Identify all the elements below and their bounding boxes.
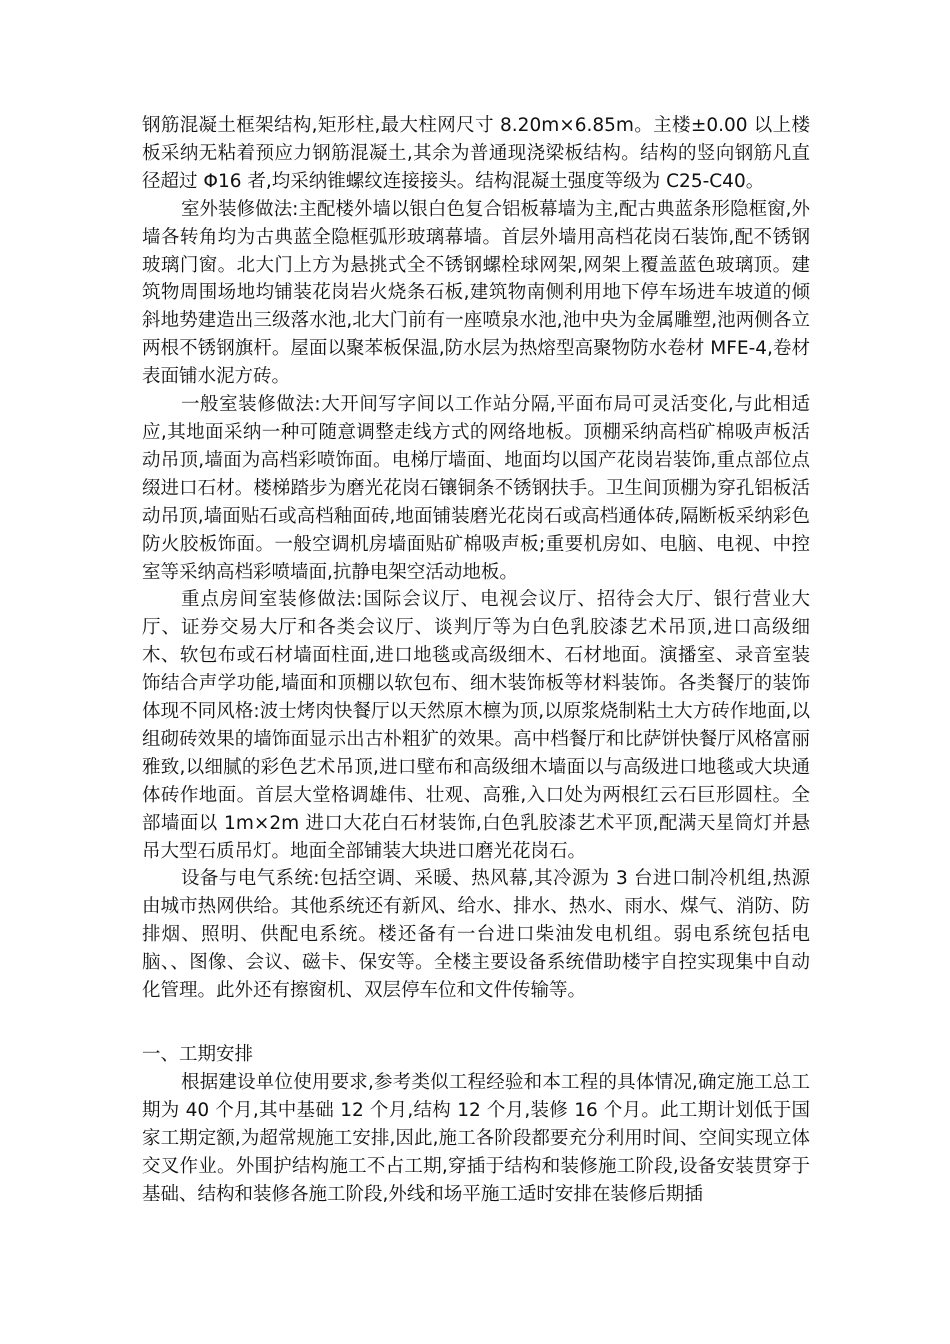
paragraph-equipment-electrical: 设备与电气系统:包括空调、采暖、热风幕,其冷源为 3 台进口制冷机组,热源由城市热网供给。其他系统还有新风、给水、排水、热水、雨水、煤气、消防、防排烟、照明、供配电系统。楼还备有一台进口柴油发电机组。弱电系统包括电脑、、图像、会议、磁卡、保安等。全楼主要设备系统借助楼宇自控实现集中自动化管理。此外还有擦窗机、双层停车位和文件传输等。 — [142, 868, 810, 1002]
document-body — [142, 112, 810, 1208]
paragraph-schedule: 根据建设单位使用要求,参考类似工程经验和本工程的具体情况,确定施工总工期为 40 个月,其中基础 12 个月,结构 12 个月,装修 16 个月。此工期计划低于国家工期定额,为超常规施工安排,因此,施工各阶段都要充分利用时间、空间实现立体交叉作业。外围护结构施工不占工期,穿插于结构和装修施工阶段,设备安装贯穿于基础、结构和装修各施工阶段,外线和场平施工适时安排在装修后期插 — [142, 1071, 810, 1205]
paragraph-key-rooms: 重点房间室装修做法:国际会议厅、电视会议厅、招待会大厅、银行营业大厅、证券交易大厅和各类会议厅、谈判厅等为白色乳胶漆艺术吊顶,进口高级细木、软包布或石材墙面柱面,进口地毯或高级细木、石材地面。演播室、录音室装饰结合声学功能,墙面和顶棚以软包布、细木装饰板等材料装饰。各类餐厅的装饰体现不同风格:波士烤肉快餐厅以天然原木檩为顶,以原浆烧制粘土大方砖作地面,以组砌砖效果的墙饰面显示出古朴粗犷的效果。高中档餐厅和比萨饼快餐厅风格富丽雅致,以细腻的彩色艺术吊顶,进口壁布和高级细木墙面以与高级进口地毯或大块通体砖作地面。首层大堂格调雄伟、壮观、高雅,入口处为两根红云石巨形圆柱。全部墙面以 1m×2m 进口大花白石材装饰,白色乳胶漆艺术平顶,配满天星筒灯并悬吊大型石质吊灯。地面全部铺装大块进口磨光花岗石。 — [142, 589, 810, 862]
paragraph-exterior-decoration: 室外装修做法:主配楼外墙以银白色复合铝板幕墙为主,配古典蓝条形隐框窗,外墙各转角均为古典蓝全隐框弧形玻璃幕墙。首层外墙用高档花岗石装饰,配不锈钢玻璃门窗。北大门上方为悬挑式全不锈钢螺栓球网架,网架上覆盖蓝色玻璃顶。建筑物周围场地均铺装花岗岩火烧条石板,建筑物南侧利用地下停车场进车坡道的倾斜地势建造出三级落水池,北大门前有一座喷泉水池,池中央为金属雕塑,池两侧各立两根不锈钢旗杆。屋面以聚苯板保温,防水层为热熔型高聚物防水卷材 MFE-4,卷材表面铺水泥方砖。 — [142, 198, 810, 388]
section-spacer — [142, 1005, 810, 1041]
section-heading-schedule: 一、工期安排 — [142, 1044, 254, 1065]
paragraph-structure: 钢筋混凝土框架结构,矩形柱,最大柱网尺寸 8.20m×6.85m。主楼±0.00 以上楼板采纳无粘着预应力钢筋混凝土,其余为普通现浇梁板结构。结构的竖向钢筋凡直径超过 Φ16 者,均采纳锥螺纹连接接头。结构混凝土强度等级为 C25-C40。 — [142, 115, 810, 192]
paragraph-general-interior: 一般室装修做法:大开间写字间以工作站分隔,平面布局可灵活变化,与此相适应,其地面采纳一种可随意调整走线方式的网络地板。顶棚采纳高档矿棉吸声板活动吊顶,墙面为高档彩喷饰面。电梯厅墙面、地面均以国产花岗岩装饰,重点部位点缀进口石材。楼梯踏步为磨光花岗石镶铜条不锈钢扶手。卫生间顶棚为穿孔铝板活动吊顶,墙面贴石或高档釉面砖,地面铺装磨光花岗石或高档通体砖,隔断板采纳彩色防火胶板饰面。一般空调机房墙面贴矿棉吸声板;重要机房如、电脑、电视、中控室等采纳高档彩喷墙面,抗静电架空活动地板。 — [142, 394, 810, 583]
